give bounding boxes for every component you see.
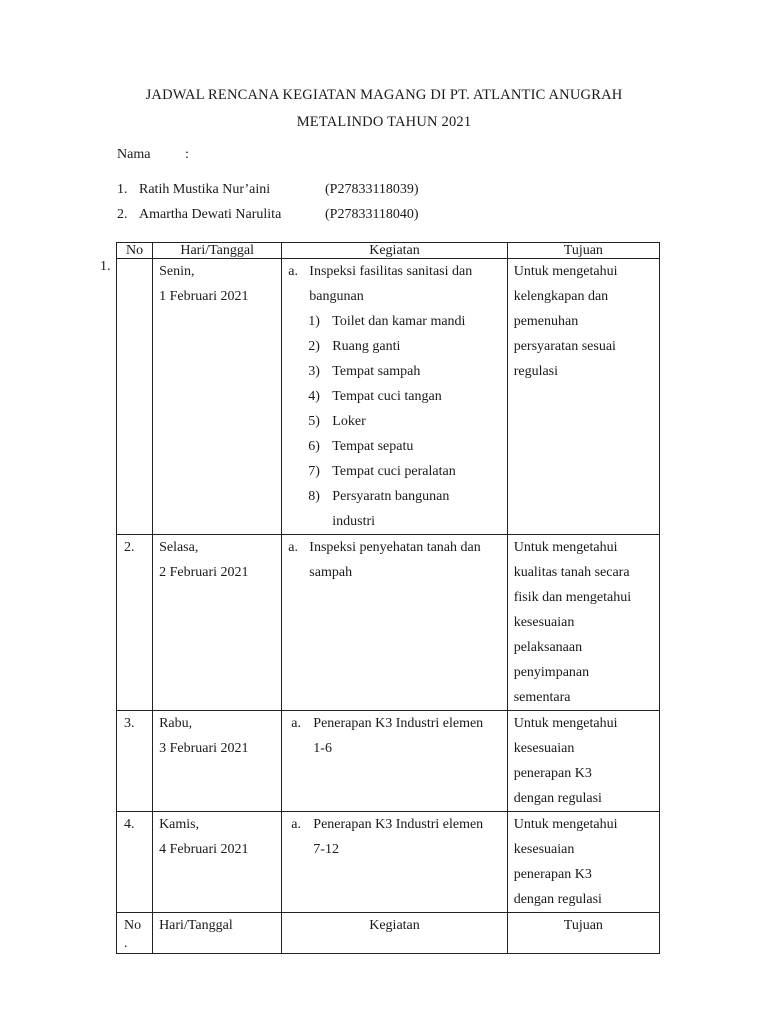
sub-activity: 6) Tempat sepatu xyxy=(308,439,414,454)
sub-activity: 2) Ruang ganti xyxy=(308,339,401,354)
table-row xyxy=(117,711,660,812)
activity-label: a. xyxy=(288,540,299,555)
member-nim: (P27833118040) xyxy=(325,207,419,222)
activity-text: Penerapan K3 Industri elemen xyxy=(313,716,484,731)
member-number: 1. xyxy=(117,182,128,197)
activity-text-cont: bangunan xyxy=(309,289,364,304)
member-name: Ratih Mustika Nur’aini xyxy=(139,182,271,197)
cell-tujuan: Untuk mengetahui kualitas tanah secara fisik dan mengetahui kesesuaian pelaksanaan penyimpanan sementara xyxy=(507,535,659,711)
sub-activity: 5) Loker xyxy=(308,414,366,429)
nama-row xyxy=(117,147,189,163)
cell-hari-tanggal xyxy=(153,812,282,913)
table-row xyxy=(117,259,660,535)
header-tujuan: Tujuan xyxy=(507,243,659,259)
date-text: 4 Februari 2021 xyxy=(159,842,249,857)
cell-hari-tanggal xyxy=(153,259,282,535)
activity-text: Penerapan K3 Industri elemen xyxy=(313,817,484,832)
schedule-table xyxy=(116,242,660,954)
header-hari-tanggal: Hari/Tanggal xyxy=(153,243,282,259)
activity-item xyxy=(282,259,506,309)
footer-hari-tanggal: Hari/Tanggal xyxy=(153,913,282,954)
member-number: 2. xyxy=(117,207,128,222)
nama-colon: : xyxy=(185,147,189,162)
activity-text: Inspeksi fasilitas sanitasi dan xyxy=(309,264,473,279)
activity-text-cont: 1-6 xyxy=(313,741,332,756)
cell-no: 2. xyxy=(117,535,153,711)
cell-no: 4. xyxy=(117,812,153,913)
day-name: Kamis, xyxy=(159,817,200,832)
activity-text-cont: sampah xyxy=(309,565,353,580)
date-text: 2 Februari 2021 xyxy=(159,565,249,580)
activity-label: a. xyxy=(291,817,302,832)
sub-activity: 3) Tempat sampah xyxy=(308,364,421,379)
nama-label: Nama xyxy=(117,147,151,162)
document-title-line-2: METALINDO TAHUN 2021 xyxy=(296,114,472,130)
sub-activity: 4) Tempat cuci tangan xyxy=(308,389,442,404)
member-name: Amartha Dewati Narulita xyxy=(139,207,282,222)
cell-kegiatan xyxy=(282,812,507,913)
cell-hari-tanggal xyxy=(153,535,282,711)
cell-tujuan: Untuk mengetahui kesesuaian penerapan K3 dengan regulasi xyxy=(507,812,659,913)
cell-hari-tanggal xyxy=(153,711,282,812)
sub-activity: 1) Toilet dan kamar mandi xyxy=(308,314,466,329)
header-kegiatan: Kegiatan xyxy=(282,243,507,259)
activity-item xyxy=(282,812,506,862)
day-name: Selasa, xyxy=(159,540,199,555)
activity-label: a. xyxy=(288,264,299,279)
activity-item xyxy=(282,711,506,761)
cell-no: 3. xyxy=(117,711,153,812)
footer-tujuan: Tujuan xyxy=(507,913,659,954)
cell-kegiatan xyxy=(282,711,507,812)
cell-kegiatan xyxy=(282,535,507,711)
row-1-number: 1. xyxy=(100,259,111,274)
member-nim: (P27833118039) xyxy=(325,182,419,197)
document-title-line-1: JADWAL RENCANA KEGIATAN MAGANG DI PT. ATLANTIC ANUGRAH xyxy=(145,87,623,103)
activity-label: a. xyxy=(291,716,302,731)
day-name: Senin, xyxy=(159,264,195,279)
date-text: 1 Februari 2021 xyxy=(159,289,249,304)
activity-text-cont: 7-12 xyxy=(313,842,339,857)
cell-tujuan: Untuk mengetahui kelengkapan dan pemenuhan persyaratan sesuai regulasi xyxy=(507,259,659,535)
footer-no: No . xyxy=(117,913,153,954)
sub-activity: 7) Tempat cuci peralatan xyxy=(308,464,456,479)
activity-item xyxy=(282,535,506,585)
table-row xyxy=(117,535,660,711)
date-text: 3 Februari 2021 xyxy=(159,741,249,756)
cell-kegiatan xyxy=(282,259,507,535)
table-header-row xyxy=(117,243,660,259)
sub-activity: 8) Persyaratn bangunan industri xyxy=(308,489,450,529)
footer-kegiatan: Kegiatan xyxy=(282,913,507,954)
activity-text: Inspeksi penyehatan tanah dan xyxy=(309,540,481,555)
cell-no xyxy=(117,259,153,535)
table-repeated-header-row xyxy=(117,913,660,954)
header-no: No xyxy=(117,243,153,259)
cell-tujuan: Untuk mengetahui kesesuaian penerapan K3 dengan regulasi xyxy=(507,711,659,812)
table-row xyxy=(117,812,660,913)
day-name: Rabu, xyxy=(159,716,193,731)
